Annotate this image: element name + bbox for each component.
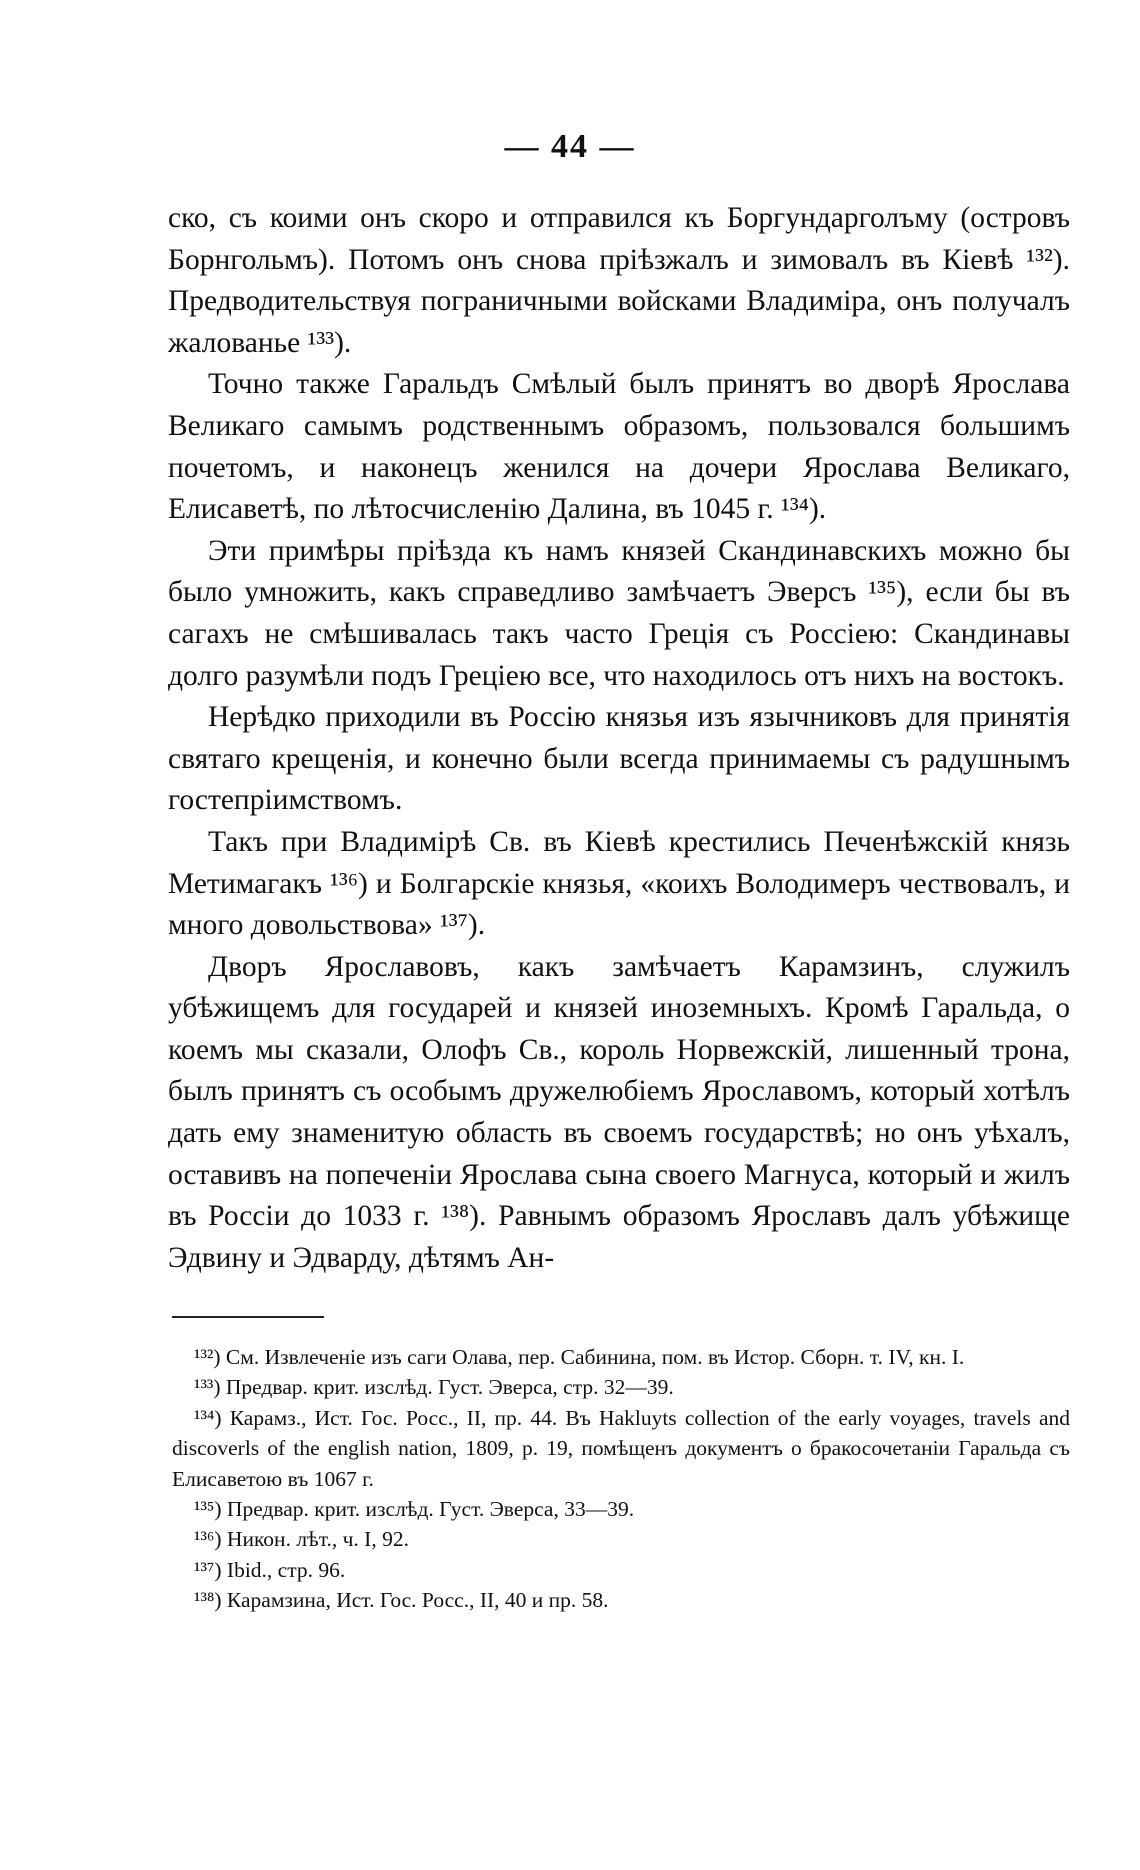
footnote-divider	[172, 1316, 324, 1318]
footnote-133: ¹³³) Предвар. крит. изслѣд. Густ. Эверса, стр. 32—39.	[194, 1375, 674, 1400]
body-text	[168, 198, 1070, 1279]
footnote-132: ¹³²) См. Извлеченіе изъ саги Олава, пер. Сабинина, пом. въ Истор. Сборн. т. IV, кн. I.	[194, 1345, 965, 1369]
paragraph-vladimir-baptism: Такъ при Владимірѣ Св. въ Кіевѣ крестились Печенѣжскій князь Метимагакъ ¹³⁶) и Болгарскіе князья, «коихъ Володимеръ чествовалъ, и много довольствова» ¹³⁷).	[168, 825, 1070, 942]
footnote-134: ¹³⁴) Карамз., Ист. Гос. Росс., II, пр. 44. Въ Hakluyts collection of the early voyages, travels and discoverls of the english nation, 1809, p. 19, помѣщенъ документъ о бракосочетаніи Гаральда съ Елисаветою въ 1067 г.	[172, 1405, 1070, 1491]
footnote-138: ¹³⁸) Карамзина, Ист. Гос. Росс., II, 40 и пр. 58.	[194, 1588, 609, 1613]
footnote-135: ¹³⁵) Предвар. крит. изслѣд. Густ. Эверса, 33—39.	[194, 1497, 635, 1522]
footnotes	[172, 1342, 1070, 1616]
paragraph-pagan-princes: Нерѣдко приходили въ Россію князья изъ язычниковъ для принятія святаго крещенія, и конечно были всегда принимаемы съ радушнымъ гостепріимствомъ.	[168, 701, 1070, 817]
paragraph-continuation: ско, съ коими онъ скоро и отправился къ Боргундарголъму (островъ Борнгольмъ). Потомъ онъ снова пріѣзжалъ и зимовалъ въ Кіевѣ ¹³²). Предводительствуя пограничными войсками Владиміра, онъ получалъ жалованье ¹³³).	[168, 202, 1070, 359]
paragraph-harald: Точно также Гаральдъ Смѣлый былъ принятъ во дворѣ Ярослава Великаго самымъ родственнымъ образомъ, пользовался большимъ почетомъ, и наконецъ женился на дочери Ярослава Великаго, Елисаветѣ, по лѣтосчисленію Далина, въ 1045 г. ¹³⁴).	[168, 368, 1070, 526]
paragraph-scandinavian-princes: Эти примѣры пріѣзда къ намъ князей Скандинавскихъ можно бы было умножить, какъ справедливо замѣчаетъ Эверсъ ¹³⁵), если бы въ сагахъ не смѣшивалась такъ часто Греція съ Россіею: Скандинавы долго разумѣли подъ Греціею все, что находилось отъ нихъ на востокъ.	[168, 534, 1070, 692]
footnote-136: ¹³⁶) Никон. лѣт., ч. I, 92.	[194, 1527, 409, 1552]
footnote-137: ¹³⁷) Ibid., стр. 96.	[194, 1557, 346, 1582]
page-number: — 44 —	[504, 128, 636, 165]
paragraph-yaroslav-court: Дворъ Ярославовъ, какъ замѣчаетъ Карамзинъ, служилъ убѣжищемъ для государей и князей иноземныхъ. Кромѣ Гаральда, о коемъ мы сказали, Олофъ Св., король Норвежскій, лишенный трона, былъ принятъ съ особымъ дружелюбіемъ Ярославомъ, который хотѣлъ дать ему знаменитую область въ своемъ государствѣ; но онъ уѣхалъ, оставивъ на попеченіи Ярослава сына своего Магнуса, который и жилъ въ Россіи до 1033 г. ¹³⁸). Равнымъ образомъ Ярославъ далъ убѣжище Эдвину и Эдварду, дѣтямъ Ан-	[168, 950, 1070, 1274]
